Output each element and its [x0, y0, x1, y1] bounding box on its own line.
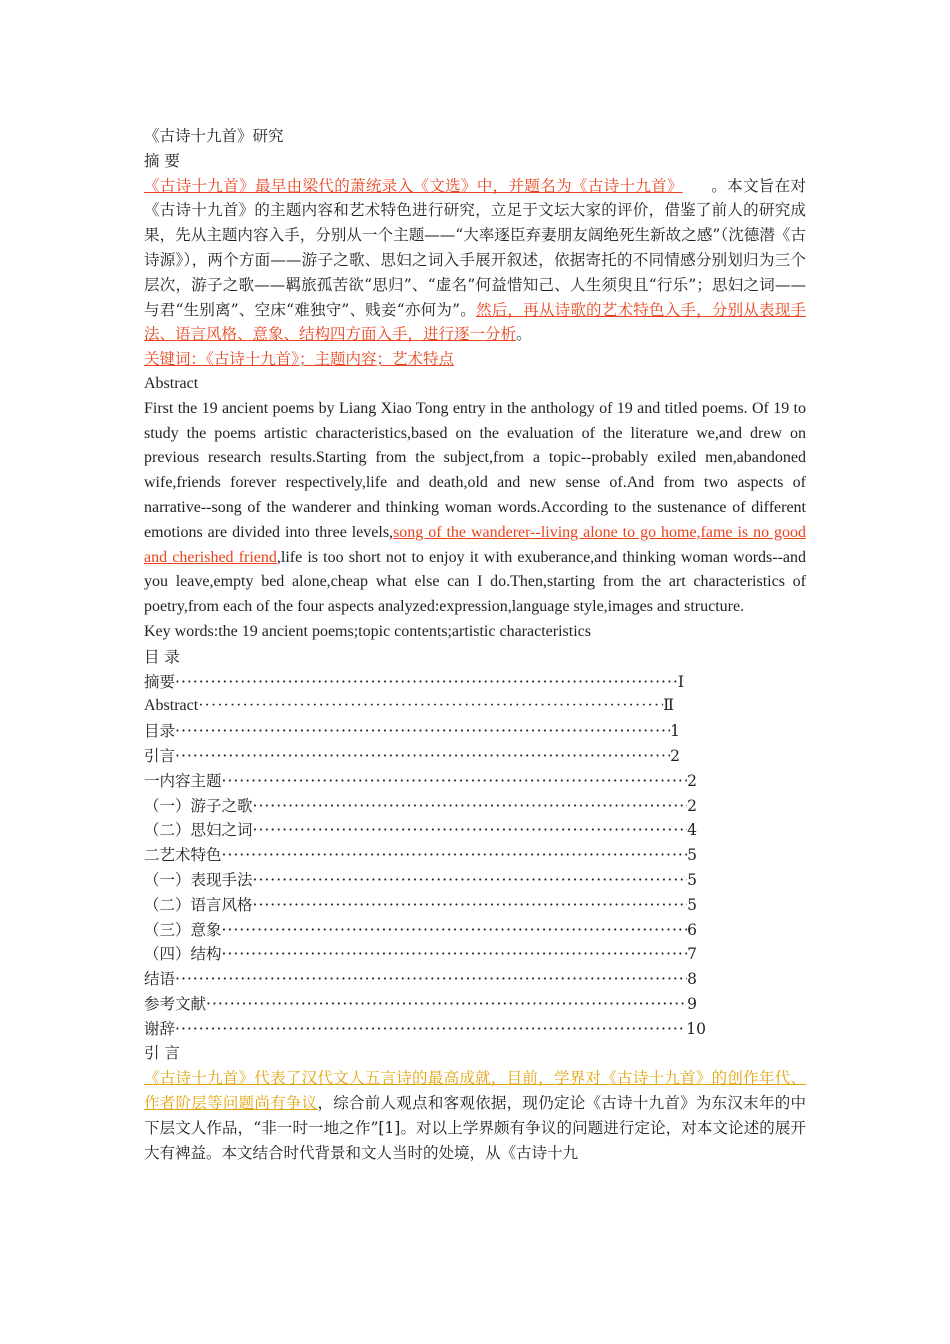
toc-page: 1 — [670, 722, 680, 741]
toc-label: （一）游子之歌 — [144, 796, 253, 815]
toc-leader — [175, 744, 670, 769]
abstract-zh-end: 。 — [516, 325, 532, 344]
toc-label: Abstract — [144, 697, 199, 715]
intro-heading: 引 言 — [144, 1044, 180, 1063]
abstract-en-paragraph — [144, 397, 806, 620]
intro-text: ，综合前人观点和客观依据，现仍定论《古诗十九首》为东汉末年的中下层文人作品，“非一时一地之作”[1]。对以上学界颇有争议的问题进行定论，对本文论述的展开大有裨益。本文结合时代背景和文人当时的处境，从《古诗十九 — [144, 1094, 806, 1162]
document-title: 《古诗十九首》研究 — [144, 127, 284, 145]
toc-item[interactable] — [144, 818, 697, 843]
toc-page: 9 — [687, 994, 697, 1013]
toc-label: 二艺术特色 — [144, 846, 222, 865]
toc-item[interactable] — [144, 744, 680, 769]
toc-item[interactable] — [144, 670, 684, 695]
toc-page: 5 — [687, 846, 697, 865]
toc-item[interactable] — [144, 1017, 706, 1042]
toc-item[interactable] — [144, 694, 674, 719]
toc-leader — [175, 670, 678, 695]
toc-page: 5 — [687, 895, 697, 914]
toc-leader — [206, 992, 687, 1017]
toc-label: 一内容主题 — [144, 771, 222, 790]
intro-highlight: 《古诗十九首》代表了汉代文人五言诗的最高成就，目前，学界对《古诗十九首》的创作年代、作者阶层等问题尚有争议 — [144, 1069, 806, 1113]
toc-item[interactable] — [144, 942, 697, 967]
toc-item[interactable] — [144, 918, 697, 943]
toc-label: （二）思妇之词 — [144, 821, 253, 840]
toc-page: Ⅱ — [663, 697, 674, 715]
keywords-en: Key words:the 19 ancient poems;topic contents;artistic characteristics — [144, 622, 591, 640]
toc-leader — [198, 694, 663, 719]
toc-page: 7 — [687, 945, 697, 964]
keywords-zh: 关键词：《古诗十九首》；主题内容；艺术特点 — [144, 350, 455, 369]
toc-page: 2 — [687, 771, 697, 790]
abstract-zh-paragraph — [144, 174, 806, 348]
toc-page: 2 — [687, 796, 697, 815]
toc-leader — [175, 967, 687, 992]
toc-item[interactable] — [144, 967, 697, 992]
toc-leader — [253, 794, 688, 819]
abstract-zh-highlight-2: 然后，再从诗歌的艺术特色入手，分别从表现手法、语言风格、意象、结构四方面入手，进行逐一分析 — [144, 300, 806, 344]
toc-item[interactable] — [144, 719, 680, 744]
toc-label: 引言 — [144, 746, 176, 765]
document-page — [144, 124, 806, 1165]
toc-page: 2 — [670, 746, 680, 765]
abstract-en-text-1: First the 19 ancient poems by Liang Xiao Tong entry in the anthology of 19 and titled poems. Of 19 to study the poems artistic characteristics,based on the evaluation of the literature we,and drew on previous research results.Starting from the subject,from a topic--probably exiled men,abandoned wife,friends forever respectively,life and death,old and new sense of.And from two aspects of narrative--song of the wanderer and thinking woman words.According to the sustenance of different emotions are divided into three levels, — [144, 399, 806, 541]
toc-item[interactable] — [144, 992, 697, 1017]
abstract-en-highlight: song of the wanderer--living alone to go home,fame is no good and cherished friend — [144, 523, 807, 566]
toc-page: 8 — [687, 970, 697, 989]
toc-label: 结语 — [144, 970, 176, 989]
toc-leader — [222, 942, 688, 967]
toc-item[interactable] — [144, 769, 697, 794]
toc-leader — [222, 843, 688, 868]
toc-leader — [175, 719, 670, 744]
toc-leader — [253, 893, 688, 918]
toc-leader — [222, 769, 688, 794]
toc-leader — [222, 918, 688, 943]
toc-label: （二）语言风格 — [144, 895, 253, 914]
table-of-contents — [144, 670, 806, 1042]
toc-label: 摘要 — [144, 672, 176, 691]
toc-item[interactable] — [144, 794, 697, 819]
toc-leader — [253, 818, 688, 843]
toc-page: 6 — [687, 920, 697, 939]
toc-leader — [175, 1017, 686, 1042]
toc-label: 目录 — [144, 722, 176, 741]
toc-label: （一）表现手法 — [144, 870, 253, 889]
toc-label: 参考文献 — [144, 994, 207, 1013]
abstract-heading: 摘 要 — [144, 151, 180, 170]
toc-label: （四）结构 — [144, 945, 222, 964]
intro-paragraph — [144, 1066, 806, 1165]
toc-page: 10 — [686, 1019, 706, 1038]
toc-label: （三）意象 — [144, 920, 222, 939]
abstract-zh-text: 。本文旨在对《古诗十九首》的主题内容和艺术特色进行研究，立足于文坛大家的评价，借鉴了前人的研究成果，先从主题内容入手，分别从一个主题——“大率逐臣弃妻朋友阔绝死生新故之感”（沈德潜《古诗源》），两个方面——游子之歌、思妇之词入手展开叙述，依据寄托的不同情感分别划归为三个层次，游子之歌——羁旅孤苦欲“思归”、“虚名”何益惜知己、人生须臾且“行乐”；思妇之词——与君“生别离”、空床“难独守”、贱妾“亦何为”。 — [144, 176, 806, 319]
abstract-zh-highlight-1: 《古诗十九首》最早由梁代的萧统录入《文选》中，并题名为《古诗十九首》 — [144, 176, 683, 195]
toc-item[interactable] — [144, 868, 697, 893]
toc-leader — [253, 868, 688, 893]
toc-item[interactable] — [144, 893, 697, 918]
abstract-en-text-2: ,life is too short not to enjoy it with exuberance,and thinking woman words--and you leave,empty bed alone,cheap what else can I do.Then,starting from the art characteristics of poetry,from each of the four aspects analyzed:expression,language style,images and structure. — [144, 548, 807, 616]
abstract-en-heading: Abstract — [144, 374, 199, 392]
toc-page: 5 — [687, 870, 697, 889]
toc-label: 谢辞 — [144, 1019, 176, 1038]
toc-page: Ⅰ — [677, 672, 684, 691]
toc-heading: 目 录 — [144, 647, 180, 666]
toc-page: 4 — [687, 821, 697, 840]
toc-item[interactable] — [144, 843, 697, 868]
